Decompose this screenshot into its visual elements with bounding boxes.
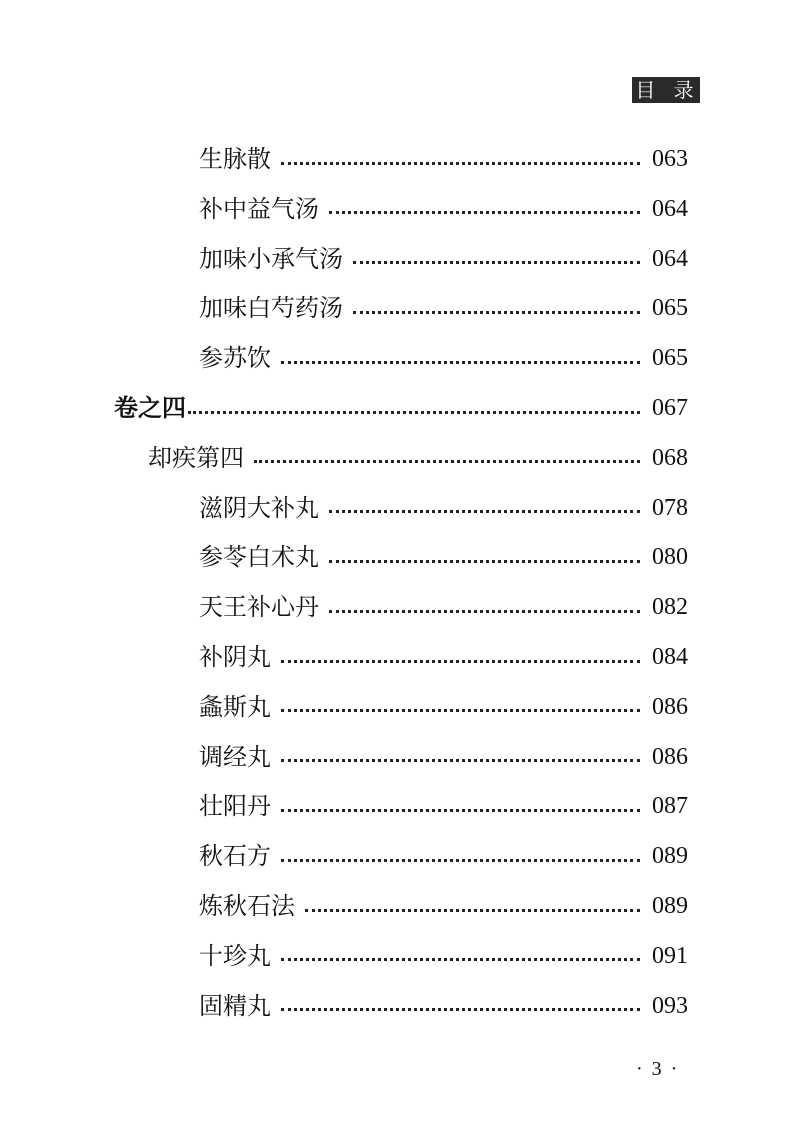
toc-entry-title: 却疾第四	[148, 443, 244, 472]
toc-entry-page: 089	[652, 893, 688, 919]
toc-entry-title: 滋阴大补丸	[199, 493, 319, 522]
dot-leader	[281, 660, 640, 663]
toc-entry[interactable]	[199, 687, 688, 727]
toc-entry-page: 068	[652, 444, 688, 471]
dot-leader	[281, 162, 640, 165]
toc-entry-page: 089	[652, 843, 688, 870]
toc-entry-page: 093	[652, 992, 688, 1019]
toc-entry-page: 065	[652, 295, 688, 322]
toc-entry-title: 固精丸	[199, 991, 271, 1020]
toc-entry-page: 087	[652, 793, 688, 820]
toc-entry-page: 086	[652, 693, 688, 720]
dot-leader	[281, 1008, 640, 1011]
toc-entry-title: 卷之四	[114, 394, 186, 422]
toc-entry[interactable]	[199, 886, 688, 926]
dot-leader	[281, 361, 640, 364]
toc-entry[interactable]	[148, 438, 688, 478]
dot-leader	[329, 510, 640, 513]
toc-entry-title: 炼秋石法	[199, 892, 295, 920]
toc-entry-page: 091	[652, 942, 688, 969]
dot-leader	[329, 211, 640, 214]
toc-entry[interactable]	[199, 189, 688, 229]
toc-entry-title: 秋石方	[199, 842, 271, 871]
toc-entry[interactable]	[114, 388, 688, 428]
section-tag: 目 录	[632, 77, 700, 103]
toc-entry[interactable]	[199, 836, 688, 876]
dot-leader	[188, 411, 640, 414]
toc-entry-page: 064	[652, 245, 688, 272]
dot-leader	[329, 610, 640, 613]
toc-entry-page: 086	[652, 743, 688, 770]
toc-entry-page: 084	[652, 644, 688, 670]
toc-entry[interactable]	[199, 537, 688, 577]
toc-entry[interactable]	[199, 986, 688, 1026]
toc-entry[interactable]	[199, 288, 688, 328]
toc-entry-title: 天王补心丹	[199, 593, 319, 622]
toc-entry-page: 082	[652, 594, 688, 621]
toc-entry-title: 十珍丸	[199, 941, 271, 970]
dot-leader	[329, 560, 640, 563]
dot-leader	[281, 759, 640, 762]
toc-entry-title: 加味白芍药汤	[199, 294, 343, 323]
toc-entry-title: 加味小承气汤	[199, 244, 343, 273]
toc-entry-page: 063	[652, 146, 688, 172]
dot-leader	[281, 809, 640, 812]
toc-entry[interactable]	[199, 637, 688, 677]
toc-entry-title: 补中益气汤	[199, 194, 319, 223]
toc-entry[interactable]	[199, 587, 688, 627]
toc-entry-title: 调经丸	[199, 742, 271, 771]
dot-leader	[305, 909, 640, 912]
toc-entry[interactable]	[199, 488, 688, 528]
toc-entry[interactable]	[199, 786, 688, 826]
toc-entry[interactable]	[199, 737, 688, 777]
toc-entry[interactable]	[199, 139, 688, 179]
toc-entry-page: 078	[652, 494, 688, 521]
dot-leader	[254, 460, 640, 463]
toc-entry-title: 参苓白术丸	[199, 543, 319, 572]
toc-entry[interactable]	[199, 936, 688, 976]
dot-leader	[281, 709, 640, 712]
dot-leader	[353, 311, 640, 314]
toc-entry[interactable]	[199, 239, 688, 279]
toc-entry-title: 生脉散	[199, 145, 271, 173]
toc-entry-page: 064	[652, 195, 688, 222]
toc-entry[interactable]	[199, 338, 688, 378]
dot-leader	[281, 958, 640, 961]
toc-entry-title: 补阴丸	[199, 643, 271, 671]
toc-entry-page: 065	[652, 345, 688, 372]
toc-entry-title: 壮阳丹	[199, 792, 271, 821]
dot-leader	[353, 261, 640, 264]
toc-entry-page: 080	[652, 544, 688, 571]
toc-entry-title: 参苏饮	[199, 344, 271, 373]
toc-entry-page: 067	[652, 395, 688, 421]
dot-leader	[281, 859, 640, 862]
toc-entry-title: 螽斯丸	[199, 692, 271, 721]
page-number: · 3 ·	[636, 1058, 680, 1080]
